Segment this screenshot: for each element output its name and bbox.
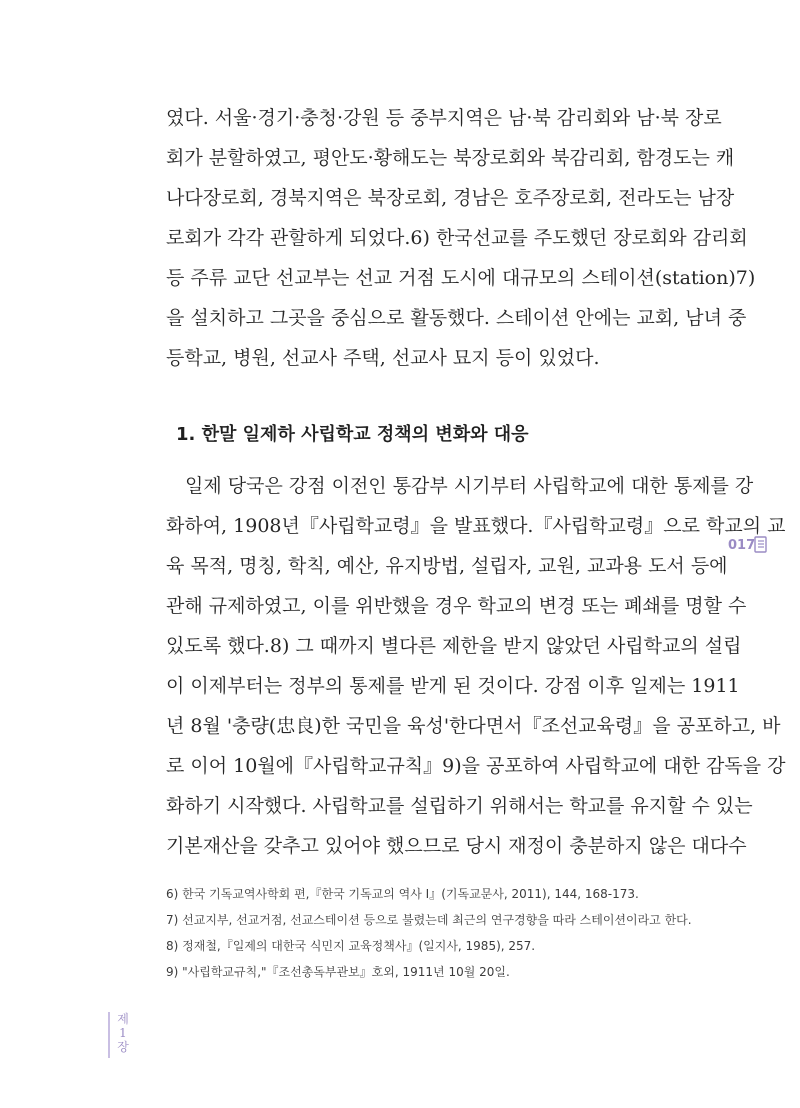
text-line: 로회가 각각 관할하게 되었다.6) 한국선교를 주도했던 장로회와 감리회 bbox=[166, 227, 748, 249]
text-line: 관해 규제하였고, 이를 위반했을 경우 학교의 변경 또는 폐쇄를 명할 수 bbox=[166, 595, 747, 617]
text-line: 년 8월 '충량(忠良)한 국민을 육성'한다면서『조선교육령』을 공포하고, 바 bbox=[166, 715, 781, 737]
section-heading: 1. 한말 일제하 사립학교 정책의 변화와 대응 bbox=[176, 424, 529, 445]
text-line: 일제 당국은 강점 이전인 통감부 시기부터 사립학교에 대한 통제를 강 bbox=[166, 475, 754, 497]
text-line: 이 이제부터는 정부의 통제를 받게 된 것이다. 강점 이후 일제는 1911 bbox=[166, 675, 740, 697]
text-line: 을 설치하고 그곳을 중심으로 활동했다. 스테이션 안에는 교회, 남녀 중 bbox=[166, 307, 747, 329]
text-line: 등 주류 교단 선교부는 선교 거점 도시에 대규모의 스테이션(station)7) bbox=[166, 267, 756, 289]
book-icon bbox=[754, 536, 768, 554]
text-line: 화하기 시작했다. 사립학교를 설립하기 위해서는 학교를 유지할 수 있는 bbox=[166, 795, 753, 817]
text-line: 였다. 서울·경기·충청·강원 등 중부지역은 남·북 감리회와 남·북 장로 bbox=[166, 107, 722, 129]
chapter-side-rule bbox=[108, 1012, 110, 1058]
footnote-9: 9) "사립학교규칙,"『조선총독부관보』호외, 1911년 10월 20일. bbox=[166, 965, 510, 979]
text-line: 회가 분할하였고, 평안도·황해도는 북장로회와 북감리회, 함경도는 캐 bbox=[166, 147, 735, 169]
page-number: 017 bbox=[728, 538, 756, 553]
text-line: 등학교, 병원, 선교사 주택, 선교사 묘지 등이 있었다. bbox=[166, 347, 600, 369]
chapter-label: 제1장 bbox=[117, 1012, 129, 1054]
footnote-6: 6) 한국 기독교역사학회 편,『한국 기독교의 역사 I』(기독교문사, 2011), 144, 168-173. bbox=[166, 887, 639, 901]
text-line: 육 목적, 명칭, 학칙, 예산, 유지방법, 설립자, 교원, 교과용 도서 등에 bbox=[166, 555, 728, 577]
text-line: 나다장로회, 경북지역은 북장로회, 경남은 호주장로회, 전라도는 남장 bbox=[166, 187, 735, 209]
text-line: 로 이어 10월에『사립학교규칙』9)을 공포하여 사립학교에 대한 감독을 강 bbox=[166, 755, 786, 777]
text-line: 화하여, 1908년『사립학교령』을 발표했다.『사립학교령』으로 학교의 교 bbox=[166, 515, 786, 537]
text-line: 있도록 했다.8) 그 때까지 별다른 제한을 받지 않았던 사립학교의 설립 bbox=[166, 635, 742, 657]
footnote-8: 8) 정재철,『일제의 대한국 식민지 교육정책사』(일지사, 1985), 257. bbox=[166, 939, 536, 953]
text-line: 기본재산을 갖추고 있어야 했으므로 당시 재정이 충분하지 않은 대다수 bbox=[166, 835, 747, 857]
footnote-7: 7) 선교지부, 선교거점, 선교스테이션 등으로 불렸는데 최근의 연구경향을 따라 스테이션이라고 한다. bbox=[166, 913, 692, 927]
